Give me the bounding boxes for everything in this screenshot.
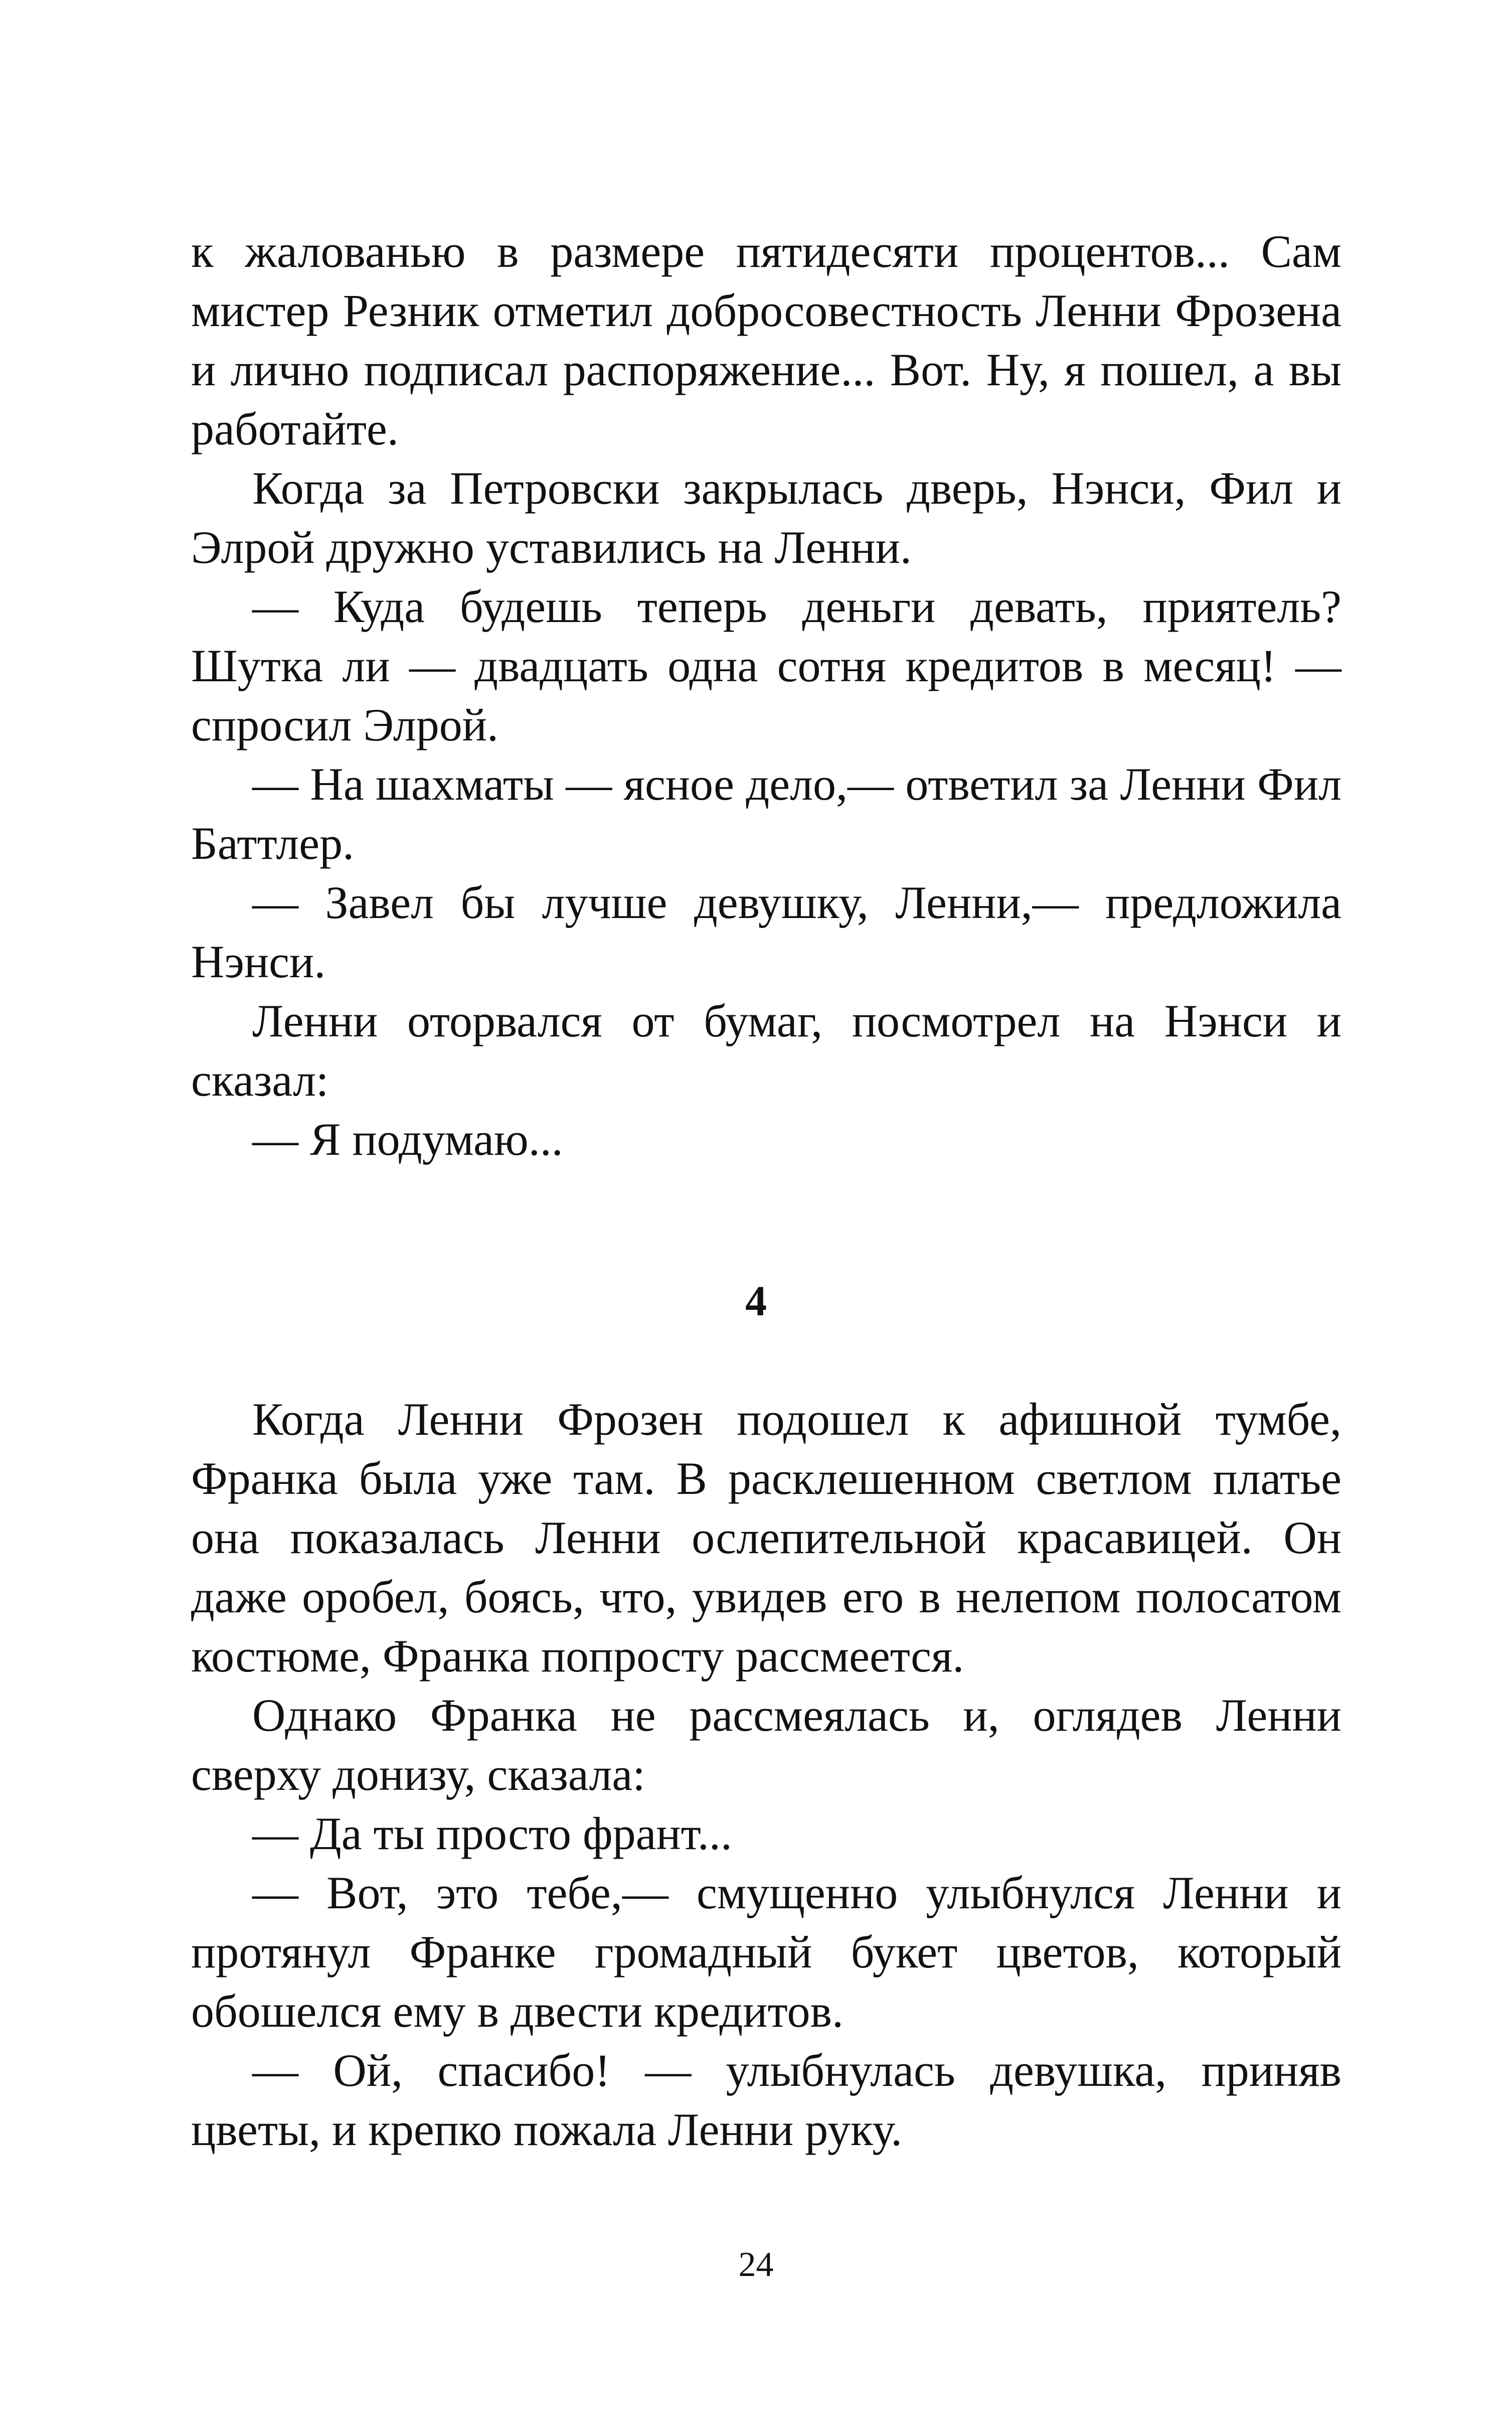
dialogue-paragraph: — Ой, спасибо! — улыбнулась девушка, приняв цветы, и крепко пожала Ленни руку. — [191, 2045, 1341, 2155]
dialogue-paragraph: — Куда будешь теперь деньги девать, приятель? Шутка ли — двадцать одна сотня кредитов в месяц! — спросил Элрой. — [191, 581, 1341, 750]
dialogue-paragraph: — Вот, это тебе,— смущенно улыбнулся Ленни и протянул Франке громадный букет цветов, который обошелся ему в двести кредитов. — [191, 1867, 1341, 2037]
paragraph: Когда за Петровски закрылась дверь, Нэнси, Фил и Элрой дружно уставились на Ленни. — [191, 463, 1341, 573]
text-after-chapter — [191, 1390, 1341, 2159]
paragraph: Однако Франка не рассмеялась и, оглядев Ленни сверху донизу, сказала: — [191, 1690, 1341, 1800]
dialogue-paragraph: — Я подумаю... — [252, 1114, 563, 1165]
paragraph: к жалованью в размере пятидесяти процентов... Сам мистер Резник отметил добросовестность Ленни Фрозена и лично подписал распоряжение... Вот. Ну, я пошел, а вы работайте. — [191, 226, 1341, 454]
paragraph: Ленни оторвался от бумаг, посмотрел на Нэнси и сказал: — [191, 995, 1341, 1106]
text-before-chapter — [191, 222, 1341, 1169]
page-number: 24 — [738, 2245, 774, 2284]
chapter-number: 4 — [745, 1277, 767, 1325]
dialogue-paragraph: — На шахматы — ясное дело,— ответил за Ленни Фил Баттлер. — [191, 758, 1341, 869]
dialogue-paragraph: — Завел бы лучше девушку, Ленни,— предложила Нэнси. — [191, 877, 1341, 987]
dialogue-paragraph: — Да ты просто франт... — [252, 1808, 732, 1859]
paragraph: Когда Ленни Фрозен подошел к афишной тумбе, Франка была уже там. В расклешенном светлом платье она показалась Ленни ослепительной красавицей. Он даже оробел, боясь, что, увидев его в нелепом полосатом костюме, Франка попросту рассмеется. — [191, 1394, 1341, 1682]
